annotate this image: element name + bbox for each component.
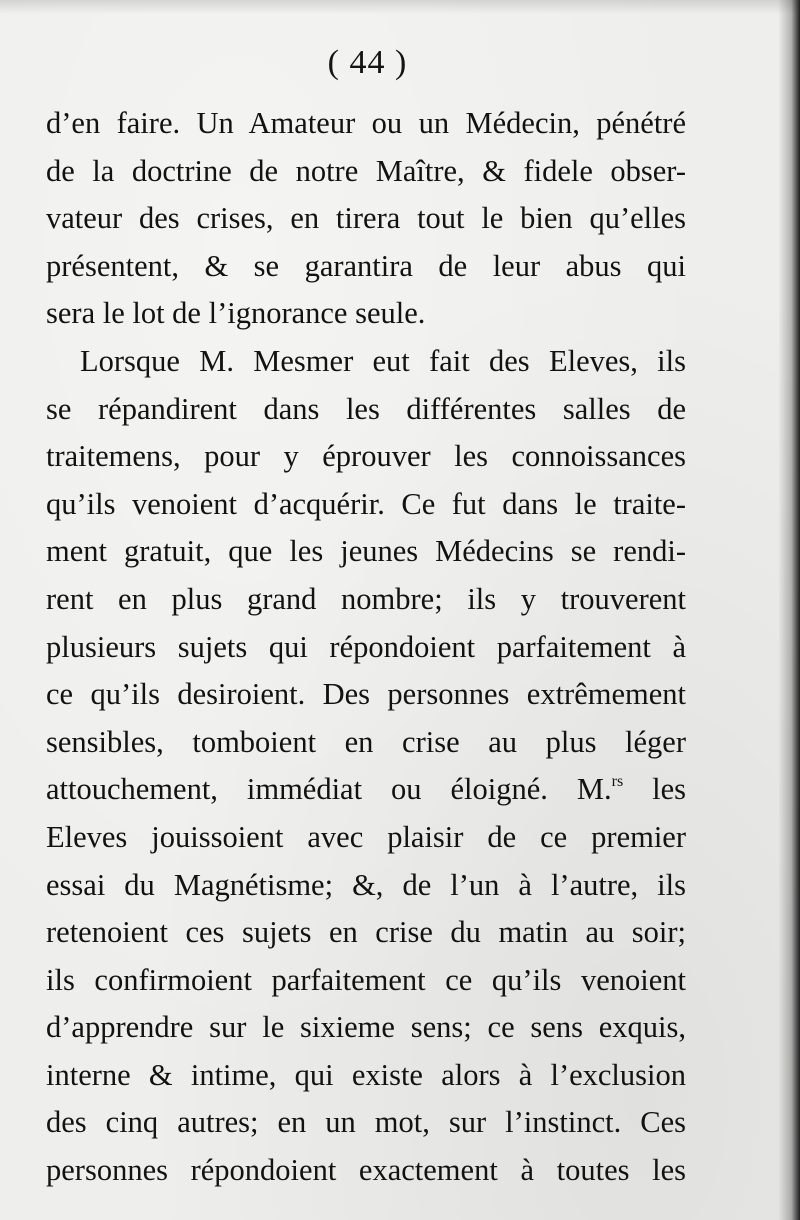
text-line: présentent, & se garantira de leur abus qui: [46, 248, 686, 283]
text-line-end: les: [623, 772, 687, 807]
page-text: [46, 100, 686, 1195]
text-line: sera le lot de l’ignorance seule.: [46, 296, 426, 331]
text-line: d’apprendre sur le sixieme sens; ce sens exquis,: [46, 1010, 686, 1045]
text-line: se répandirent dans les différentes salles de: [46, 391, 686, 426]
text-line: personnes répondoient exactement à toutes les: [46, 1153, 686, 1188]
text-line: Lorsque M. Mesmer eut fait des Eleves, ils: [80, 343, 686, 378]
text-line: ils confirmoient parfaitement ce qu’ils venoient: [46, 962, 686, 997]
text-line: traitemens, pour y éprouver les connoissances: [46, 439, 686, 474]
text-line-start: attouchement, immédiat ou éloigné.: [46, 772, 548, 807]
text-line: essai du Magnétisme; &, de l’un à l’autre, ils: [46, 867, 686, 902]
title-abbreviation: M.: [576, 772, 612, 807]
page-top-shadow: [0, 0, 800, 14]
page-number: ( 44 ): [327, 44, 408, 81]
text-line: vateur des crises, en tirera tout le bien qu’elles: [46, 201, 686, 236]
text-line: interne & intime, qui existe alors à l’exclusion: [46, 1057, 686, 1092]
text-line-with-superscript: [46, 766, 686, 814]
text-line: Eleves jouissoient avec plaisir de ce premier: [46, 819, 686, 854]
binding-shadow: [778, 0, 800, 1220]
text-line: plusieurs sujets qui répondoient parfaitement à: [46, 629, 686, 664]
text-line: des cinq autres; en un mot, sur l’instinct. Ces: [46, 1105, 686, 1140]
text-line: ce qu’ils desiroient. Des personnes extrêmement: [46, 677, 686, 712]
text-line: qu’ils venoient d’acquérir. Ce fut dans le traite-: [46, 486, 686, 521]
text-line: ment gratuit, que les jeunes Médecins se rendi-: [46, 534, 686, 569]
text-line: de la doctrine de notre Maître, & fidele obser-: [46, 153, 686, 188]
text-line: sensibles, tomboient en crise au plus léger: [46, 724, 686, 759]
text-line: retenoient ces sujets en crise du matin au soir;: [46, 915, 686, 950]
text-line: rent en plus grand nombre; ils y trouverent: [46, 581, 686, 616]
superscript: rs: [611, 773, 624, 791]
text-line: d’en faire. Un Amateur ou un Médecin, pénétré: [46, 106, 686, 140]
